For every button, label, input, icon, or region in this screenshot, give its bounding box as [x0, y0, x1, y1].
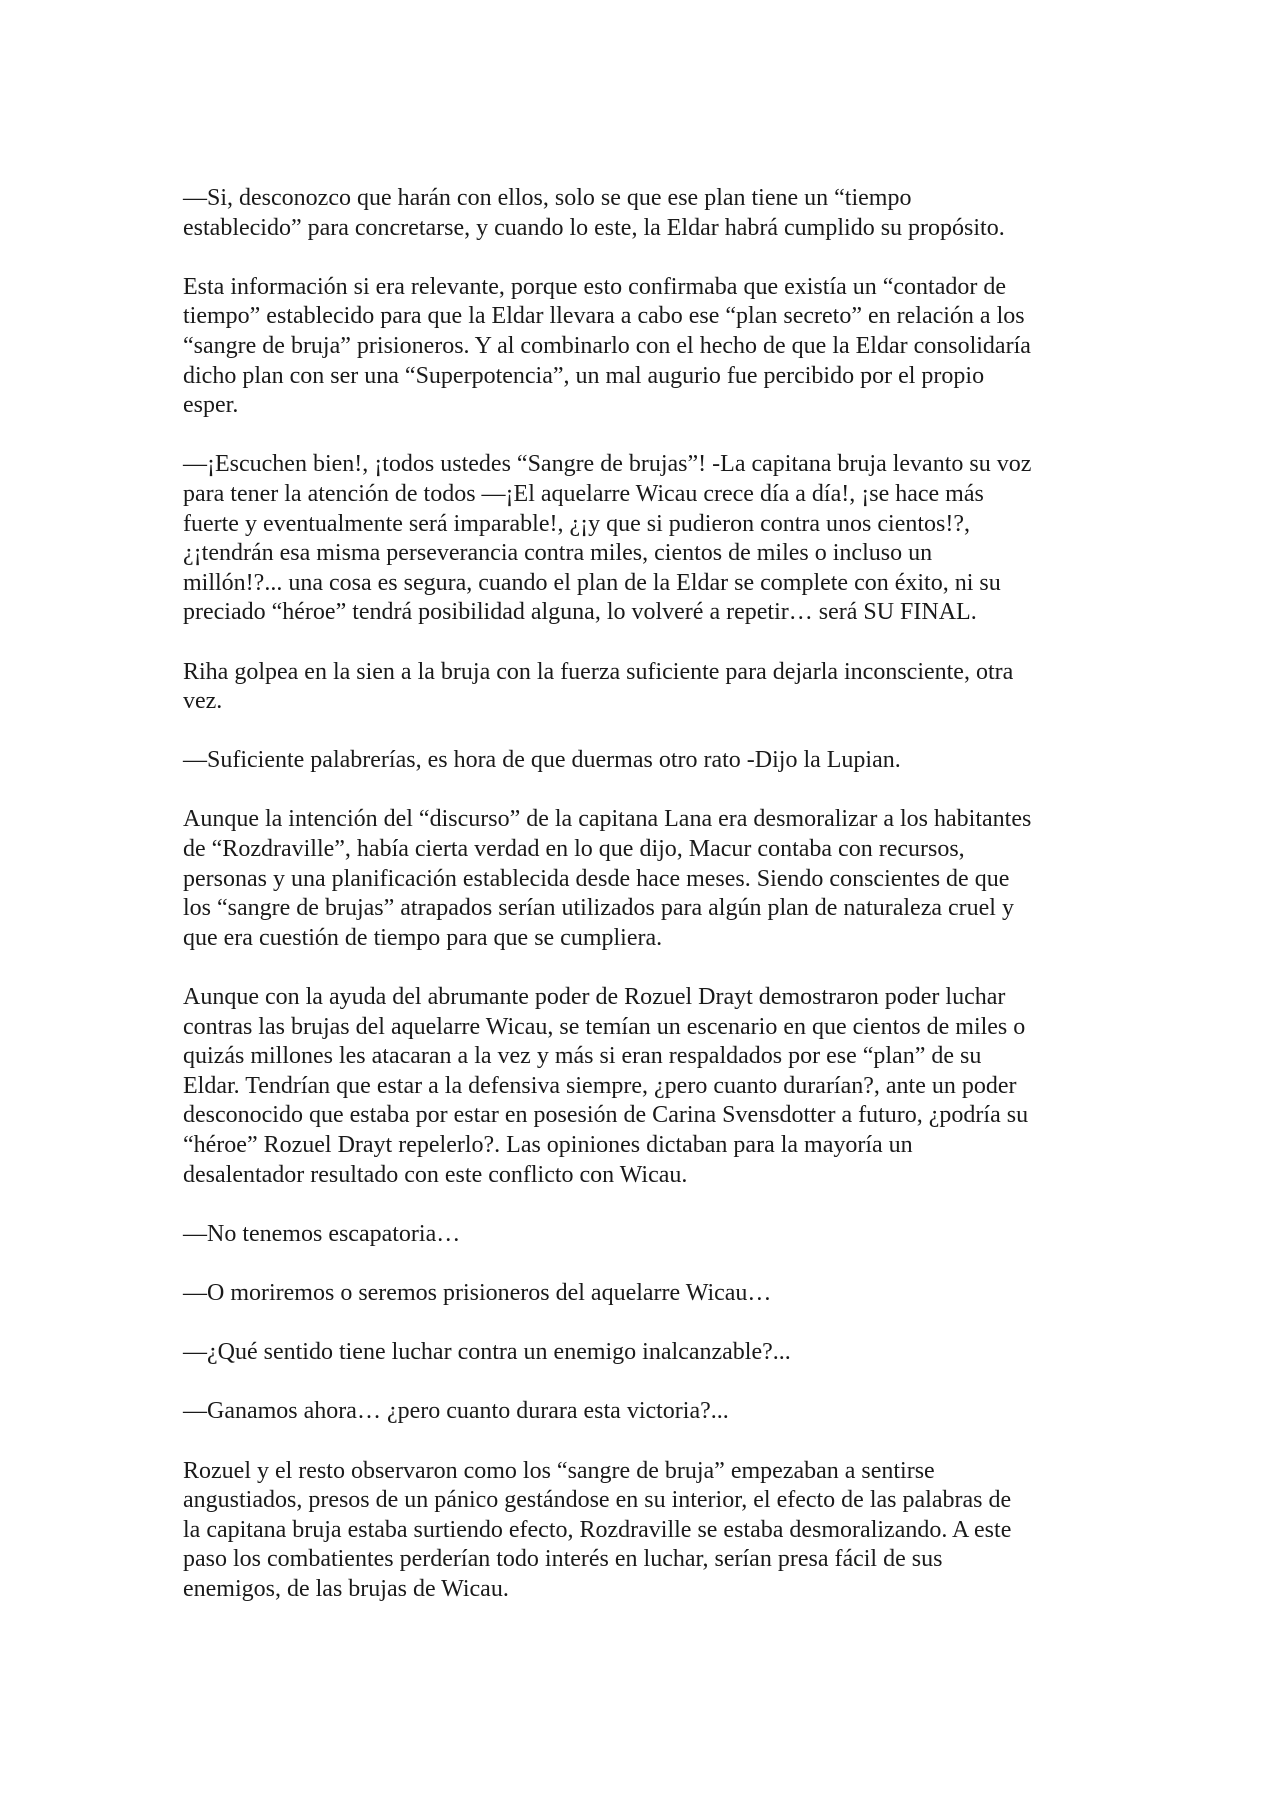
text-line: millón!?... una cosa es segura, cuando el plan de la Eldar se complete con éxito, ni su — [183, 569, 1001, 596]
paragraph — [183, 805, 1103, 953]
text-line: fuerte y eventualmente será imparable!, ¿¡y que si pudieron contra unos cientos!?, — [183, 510, 971, 537]
text-line: paso los combatientes perderían todo interés en luchar, serían presa fácil de sus — [183, 1546, 943, 1573]
text-line: —Suficiente palabrerías, es hora de que duermas otro rato -Dijo la Lupian. — [183, 747, 901, 774]
text-line: “héroe” Rozuel Drayt repelerlo?. Las opiniones dictaban para la mayoría un — [183, 1132, 913, 1158]
text-line: quizás millones les atacaran a la vez y más si eran respaldados por ese “plan” de su — [183, 1043, 982, 1070]
paragraph — [183, 658, 1103, 717]
text-line: desalentador resultado con este conflicto con Wicau. — [183, 1161, 688, 1188]
text-line: enemigos, de las brujas de Wicau. — [183, 1575, 509, 1602]
text-line: dicho plan con ser una “Superpotencia”, un mal augurio fue percibido por el propio — [183, 362, 985, 389]
text-line: “sangre de bruja” prisioneros. Y al combinarlo con el hecho de que la Eldar consolidaría — [183, 332, 1031, 359]
text-line: Rozuel y el resto observaron como los “sangre de bruja” empezaban a sentirse — [183, 1457, 935, 1484]
text-line: —No tenemos escapatoria… — [183, 1220, 461, 1247]
text-line: los “sangre de brujas” atrapados serían utilizados para algún plan de naturaleza cruel y — [183, 895, 1014, 922]
paragraph — [183, 746, 1103, 776]
text-line: que era cuestión de tiempo para que se cumpliera. — [183, 924, 663, 951]
paragraph — [183, 1397, 1103, 1427]
paragraph — [183, 184, 1103, 243]
text-line: contras las brujas del aquelarre Wicau, se temían un escenario en que cientos de miles o — [183, 1013, 1026, 1040]
text-line: Esta información si era relevante, porque esto confirmaba que existía un “contador de — [183, 273, 1007, 300]
paragraph — [183, 1338, 1103, 1368]
text-line: esper. — [183, 392, 239, 419]
text-line: tiempo” establecido para que la Eldar llevara a cabo ese “plan secreto” en relación a los — [183, 303, 1025, 330]
text-line: angustiados, presos de un pánico gestándose en su interior, el efecto de las palabras de — [183, 1487, 1012, 1514]
text-line: —Ganamos ahora… ¿pero cuanto durara esta victoria?... — [183, 1398, 729, 1425]
document-body — [183, 184, 1103, 1634]
text-line: —¡Escuchen bien!, ¡todos ustedes “Sangre de brujas”! -La capitana bruja levanto su voz — [183, 451, 1032, 478]
paragraph — [183, 983, 1103, 1190]
text-line: Aunque con la ayuda del abrumante poder de Rozuel Drayt demostraron poder luchar — [183, 984, 1006, 1011]
text-line: —O moriremos o seremos prisioneros del aquelarre Wicau… — [183, 1279, 772, 1306]
paragraph — [183, 273, 1103, 421]
paragraph — [183, 1279, 1103, 1309]
text-line: ¿¡tendrán esa misma perseverancia contra miles, cientos de miles o incluso un — [183, 540, 933, 567]
text-line: la capitana bruja estaba surtiendo efecto, Rozdraville se estaba desmoralizando. A este — [183, 1516, 1012, 1543]
text-line: Riha golpea en la sien a la bruja con la fuerza suficiente para dejarla inconsciente, otra — [183, 658, 1014, 685]
paragraph — [183, 1457, 1103, 1605]
text-line: vez. — [183, 688, 223, 715]
text-line: para tener la atención de todos —¡El aquelarre Wicau crece día a día!, ¡se hace más — [183, 480, 984, 507]
text-line: —¿Qué sentido tiene luchar contra un enemigo inalcanzable?... — [183, 1339, 791, 1366]
text-line: Aunque la intención del “discurso” de la capitana Lana era desmoralizar a los habitantes — [183, 806, 1032, 833]
text-line: —Si, desconozco que harán con ellos, solo se que ese plan tiene un “tiempo — [183, 185, 912, 211]
text-line: de “Rozdraville”, había cierta verdad en lo que dijo, Macur contaba con recursos, — [183, 836, 965, 863]
paragraph — [183, 450, 1103, 628]
text-line: Eldar. Tendrían que estar a la defensiva siempre, ¿pero cuanto durarían?, ante un poder — [183, 1072, 1017, 1099]
text-line: preciado “héroe” tendrá posibilidad alguna, lo volveré a repetir… será SU FINAL. — [183, 599, 977, 626]
text-line: desconocido que estaba por estar en posesión de Carina Svensdotter a futuro, ¿podría su — [183, 1102, 1029, 1129]
paragraph — [183, 1220, 1103, 1250]
text-line: personas y una planificación establecida desde hace meses. Siendo conscientes de que — [183, 865, 1010, 892]
text-line: establecido” para concretarse, y cuando lo este, la Eldar habrá cumplido su propósito. — [183, 214, 1005, 241]
